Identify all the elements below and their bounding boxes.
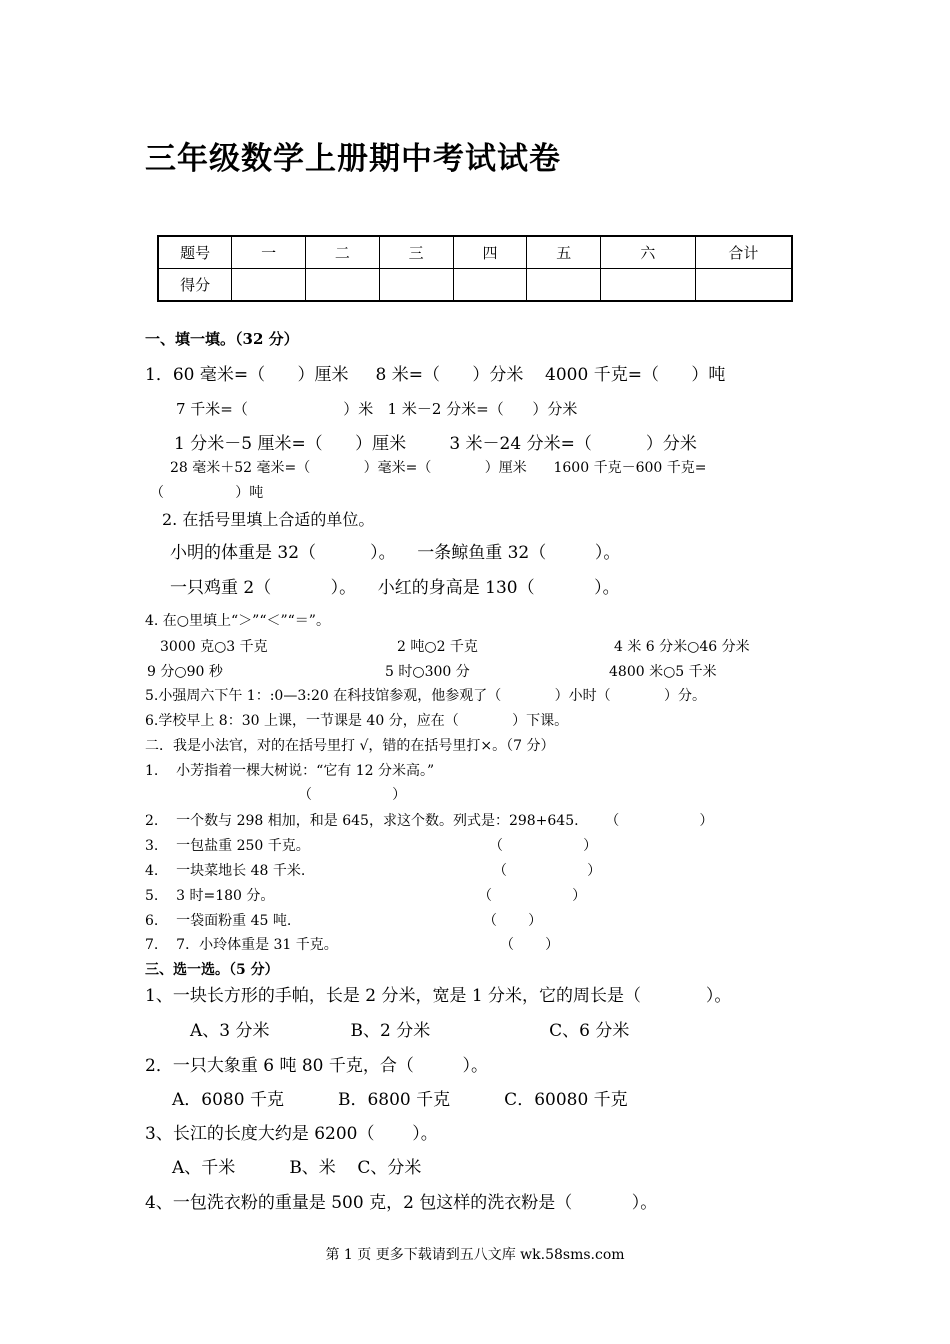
section3-heading: 三、选一选。（5 分） bbox=[145, 962, 279, 978]
page-title: 三年级数学上册期中考试试卷 bbox=[145, 141, 561, 177]
score-table-row-label: 得分 bbox=[158, 269, 232, 302]
score-cell bbox=[527, 269, 601, 302]
q1-line1: 1．60 毫米=（ ）厘米 8 米=（ ）分米 4000 千克=（ ）吨 bbox=[145, 365, 726, 385]
judge-answer-bracket: （ ） bbox=[483, 913, 543, 929]
section1-heading: 一、填一填。（32 分） bbox=[145, 330, 299, 348]
q4-heading: 4. 在○里填上“＞”“＜”“＝”。 bbox=[145, 613, 330, 629]
judge-item: 3. 一包盐重 250 千克。 bbox=[145, 838, 310, 854]
score-table-header-cell: 合计 bbox=[695, 236, 792, 269]
judge-item: 4. 一块菜地长 48 千米. bbox=[145, 863, 306, 879]
judge-answer-bracket: （ ） bbox=[489, 838, 598, 854]
judge-item: 2. 一个数与 298 相加，和是 645，求这个数。列式是：298+645. （ ） bbox=[145, 813, 714, 829]
score-table-header-cell: 四 bbox=[453, 236, 527, 269]
choice-q1-options: A、3 分米 B、2 分米 C、6 分米 bbox=[190, 1021, 630, 1041]
q1-line5: （ ）吨 bbox=[150, 485, 264, 501]
judge-answer-bracket: （ ） bbox=[500, 937, 560, 953]
judge-item: 1. 小芳指着一棵大树说：“它有 12 分米高。” bbox=[145, 763, 435, 779]
choice-q4: 4、一包洗衣粉的重量是 500 克，2 包这样的洗衣粉是（ ）。 bbox=[145, 1193, 658, 1213]
score-cell bbox=[379, 269, 453, 302]
q4-item: 3000 克○3 千克 bbox=[160, 639, 268, 655]
score-cell bbox=[232, 269, 306, 302]
q1-line2: 7 千米=（ ）米 1 米－2 分米=（ ）分米 bbox=[176, 400, 578, 418]
choice-q3: 3、长江的长度大约是 6200（ ）。 bbox=[145, 1124, 438, 1144]
q2-heading: 2. 在括号里填上合适的单位。 bbox=[162, 510, 375, 529]
q1-line3: 1 分米－5 厘米=（ ）厘米 3 米－24 分米=（ ）分米 bbox=[174, 434, 697, 454]
score-table-header-cell: 二 bbox=[306, 236, 380, 269]
choice-q3-options: A、千米 B、米 C、分米 bbox=[172, 1158, 422, 1178]
score-cell bbox=[306, 269, 380, 302]
q2-line2: 一只鸡重 2（ ）。 小红的身高是 130（ ）。 bbox=[170, 578, 620, 598]
page-footer: 第 1 页 更多下载请到五八文库 wk.58sms.com bbox=[325, 1247, 625, 1263]
q4-item: 9 分○90 秒 bbox=[147, 664, 223, 680]
choice-q2-options: A．6080 千克 B．6800 千克 C．60080 千克 bbox=[172, 1090, 628, 1110]
score-table-header-row bbox=[158, 236, 792, 269]
judge-answer-bracket: （ ） bbox=[478, 888, 587, 904]
score-table-header-cell: 五 bbox=[527, 236, 601, 269]
score-table-header-cell: 一 bbox=[232, 236, 306, 269]
score-table bbox=[157, 235, 793, 302]
q4-item: 4 米 6 分米○46 分米 bbox=[614, 639, 750, 655]
q4-item: 4800 米○5 千米 bbox=[609, 664, 717, 680]
judge-item: 5. 3 时=180 分。 bbox=[145, 888, 275, 904]
score-table-header-cell: 三 bbox=[379, 236, 453, 269]
choice-q2: 2．一只大象重 6 吨 80 千克，合（ ）。 bbox=[145, 1056, 489, 1076]
judge-item: 7. 7．小玲体重是 31 千克。 bbox=[145, 937, 338, 953]
q4-item: 5 时○300 分 bbox=[385, 664, 470, 680]
choice-q1: 1、一块长方形的手帕，长是 2 分米，宽是 1 分米，它的周长是（ ）。 bbox=[145, 986, 732, 1006]
score-cell bbox=[695, 269, 792, 302]
q5-line: 5.小强周六下午 1：:0—3:20 在科技馆参观，他参观了（ ）小时（ ）分。 bbox=[145, 688, 707, 704]
q4-item: 2 吨○2 千克 bbox=[397, 639, 478, 655]
score-table-header-cell: 六 bbox=[601, 236, 696, 269]
q6-line: 6.学校早上 8：30 上课，一节课是 40 分，应在（ ）下课。 bbox=[145, 713, 569, 729]
q2-line1: 小明的体重是 32（ ）。 一条鲸鱼重 32（ ）。 bbox=[170, 543, 621, 563]
score-cell bbox=[601, 269, 696, 302]
judge-answer-bracket: （ ） bbox=[298, 787, 407, 803]
score-cell bbox=[453, 269, 527, 302]
q1-line4: 28 毫米＋52 毫米=（ ）毫米=（ ）厘米 1600 千克－600 千克= bbox=[170, 460, 707, 476]
score-table-header-cell: 题号 bbox=[158, 236, 232, 269]
section2-heading: 二．我是小法官，对的在括号里打 √，错的在括号里打×。（7 分） bbox=[145, 738, 555, 754]
judge-item: 6. 一袋面粉重 45 吨. bbox=[145, 913, 292, 929]
score-table-score-row bbox=[158, 269, 792, 302]
judge-answer-bracket: （ ） bbox=[493, 863, 602, 879]
